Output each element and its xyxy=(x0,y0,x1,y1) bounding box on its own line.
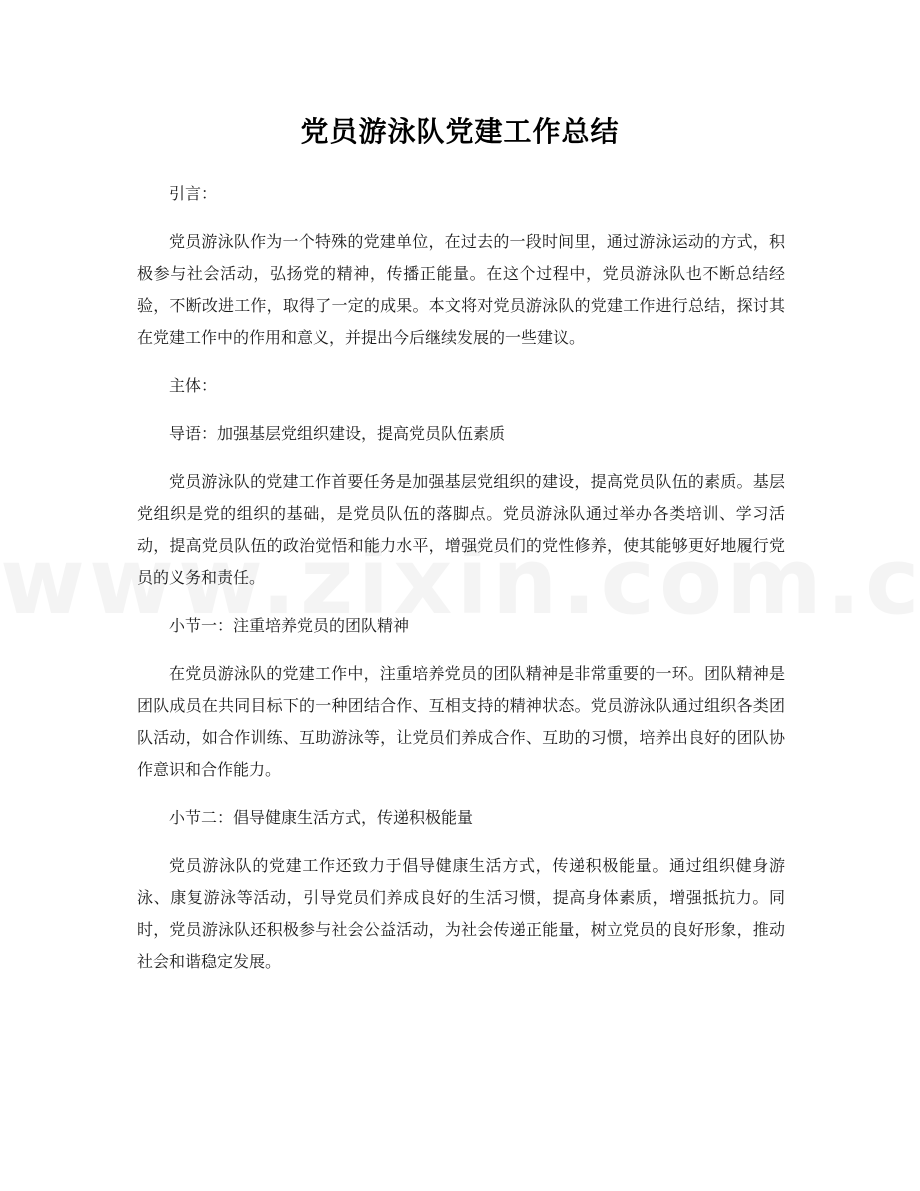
section-heading-lead: 导语：加强基层党组织建设，提高党员队伍素质 xyxy=(169,424,506,443)
document-body xyxy=(137,178,785,994)
paragraph-section-two: 党员游泳队的党建工作还致力于倡导健康生活方式，传递积极能量。通过组织健身游泳、康复游泳等活动，引导党员们养成良好的生活习惯，提高身体素质，增强抵抗力。同时，党员游泳队还积极参与社会公益活动，为社会传递正能量，树立党员的良好形象，推动社会和谐稳定发展。 xyxy=(137,856,785,971)
section-label-intro: 引言： xyxy=(169,184,218,203)
paragraph-intro: 党员游泳队作为一个特殊的党建单位，在过去的一段时间里，通过游泳运动的方式，积极参与社会活动，弘扬党的精神，传播正能量。在这个过程中，党员游泳队也不断总结经验，不断改进工作，取得了一定的成果。本文将对党员游泳队的党建工作进行总结，探讨其在党建工作中的作用和意义，并提出今后继续发展的一些建议。 xyxy=(137,232,785,347)
section-label-main: 主体： xyxy=(169,376,218,395)
section-heading-one: 小节一：注重培养党员的团队精神 xyxy=(169,616,410,635)
section-heading-two: 小节二：倡导健康生活方式，传递积极能量 xyxy=(169,808,474,827)
paragraph-section-one: 在党员游泳队的党建工作中，注重培养党员的团队精神是非常重要的一环。团队精神是团队成员在共同目标下的一种团结合作、互相支持的精神状态。党员游泳队通过组织各类团队活动，如合作训练、互助游泳等，让党员们养成合作、互助的习惯，培养出良好的团队协作意识和合作能力。 xyxy=(137,664,785,779)
document-title: 党员游泳队党建工作总结 xyxy=(300,115,620,148)
paragraph-lead: 党员游泳队的党建工作首要任务是加强基层党组织的建设，提高党员队伍的素质。基层党组织是党的组织的基础，是党员队伍的落脚点。党员游泳队通过举办各类培训、学习活动，提高党员队伍的政治觉悟和能力水平，增强党员们的党性修养，使其能够更好地履行党员的义务和责任。 xyxy=(137,472,785,587)
